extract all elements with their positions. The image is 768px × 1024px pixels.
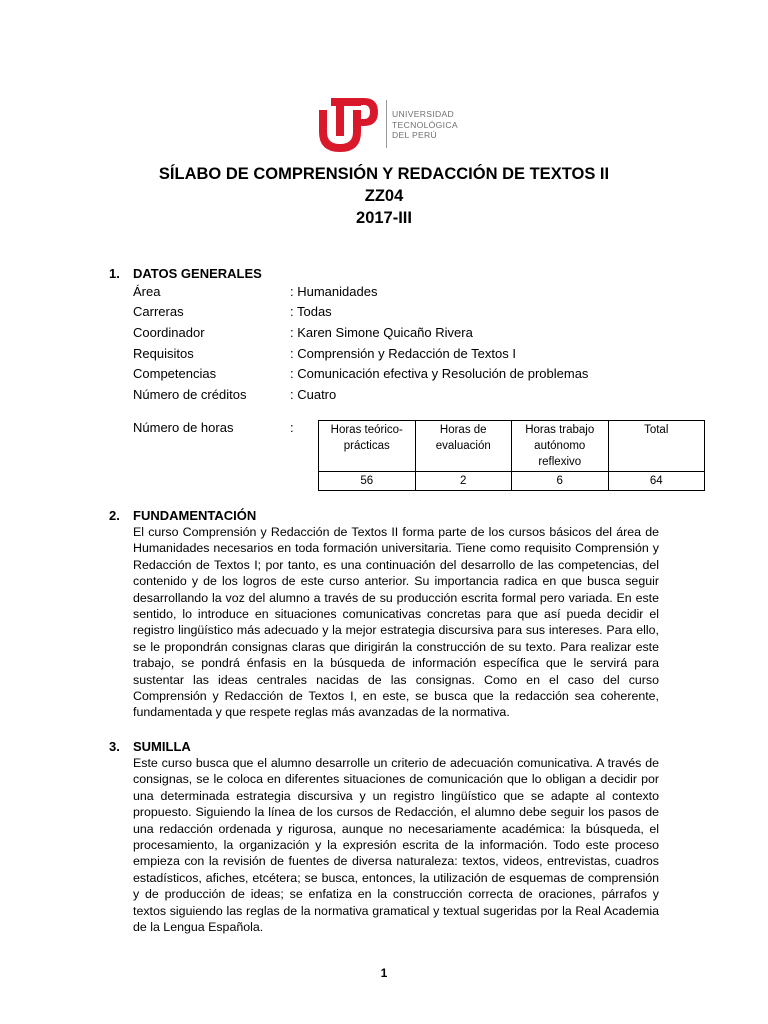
utp-logo-mark-icon — [316, 96, 380, 154]
university-logo — [316, 96, 476, 156]
datos-value: : Todas — [290, 304, 332, 319]
sumilla-paragraph: Este curso busca que el alumno desarrolle un criterio de adecuación comunicativa. A través de consignas, se le coloca en diferentes situaciones de comunicación que lo obligan a decidir por una determinada estrategia discursiva y un registro lingüístico que se adapte al contexto propuesto. Siguiendo la línea de los cursos de Redacción, el alumno debe seguir los pasos de una redacción ordenada y rigurosa, aunque no necesariamente académica: la búsqueda, el procesamiento, la organización y la expresión escrita de la información. Todo este proceso empieza con la revisión de fuentes de diversa naturaleza: textos, videos, entrevistas, cuadros estadísticos, afiches, etcétera; se busca, entonces, la utilización de esquemas de comprensión y de producción de ideas; se enfatiza en la construcción correcta de oraciones, párrafos y textos siguiendo las reglas de la normativa gramatical y textual sugeridas por la Real Academia de la Lengua Española. — [133, 756, 659, 935]
section-1-number: 1. — [109, 266, 120, 281]
logo-divider — [386, 100, 387, 148]
horas-colon: : — [290, 420, 294, 435]
document-title — [0, 163, 768, 229]
datos-label: Requisitos — [133, 346, 194, 361]
title-line-1: SÍLABO DE COMPRENSIÓN Y REDACCIÓN DE TEXTOS II — [158, 165, 610, 183]
datos-label: Área — [133, 284, 161, 299]
title-line-2: ZZ04 — [364, 187, 404, 205]
hours-value-cell: 2 — [415, 472, 512, 491]
datos-row-coordinador — [133, 325, 693, 341]
datos-row-carreras — [133, 304, 693, 320]
logo-line-1: UNIVERSIDAD — [392, 109, 455, 119]
hours-header-cell: Horas teórico-prácticas — [319, 421, 416, 472]
datos-value: : Comprensión y Redacción de Textos I — [290, 346, 516, 361]
hours-value-cell: 56 — [319, 472, 416, 491]
section-2-heading: FUNDAMENTACIÓN — [133, 508, 257, 523]
hours-value-cell: 64 — [608, 472, 705, 491]
datos-row-requisitos — [133, 346, 693, 362]
hours-table-header-row — [319, 421, 705, 472]
fundamentacion-paragraph: El curso Comprensión y Redacción de Textos II forma parte de los cursos básicos del área de Humanidades necesarios en toda formación universitaria. Tiene como requisito Comprensión y Redacción de Textos I; por tanto, es una continuación del desarrollo de las competencias, del contenido y de los logros de este curso anterior. Su importancia radica en que busca seguir desarrollando la voz del alumno a través de su producción escrita formal pero variada. En este sentido, lo introduce en situaciones comunicativas concretas para que así pueda decidir el registro lingüístico más adecuado y la mejor estrategia discursiva para sus intereses. Para ello, se le propondrán consignas claras que dirigirán la construcción de su texto. Para realizar este trabajo, se pondrá énfasis en la búsqueda de información específica que le servirá para sustentar las ideas centrales nacidas de las consignas. Como en el caso del curso Comprensión y Redacción de Textos I, en este, se busca que la redacción sea coherente, fundamentada y que respete reglas más avanzadas de la normativa. — [133, 525, 659, 720]
logo-text — [392, 109, 482, 141]
hours-table — [318, 420, 705, 491]
hours-header-cell: Total — [608, 421, 705, 472]
hours-header-cell: Horas de evaluación — [415, 421, 512, 472]
datos-value: : Karen Simone Quicaño Rivera — [290, 325, 473, 340]
horas-label: Número de horas — [133, 420, 234, 435]
datos-label: Competencias — [133, 366, 217, 381]
hours-table-values-row — [319, 472, 705, 491]
datos-label: Número de créditos — [133, 387, 247, 402]
datos-value: : Humanidades — [290, 284, 378, 299]
section-3-number: 3. — [109, 739, 120, 754]
logo-line-2: TECNOLÓGICA — [392, 119, 458, 130]
datos-value: : Comunicación efectiva y Resolución de problemas — [290, 366, 589, 381]
section-3-heading: SUMILLA — [133, 739, 191, 754]
datos-label: Coordinador — [133, 325, 205, 340]
datos-label: Carreras — [133, 304, 184, 319]
page-number: 1 — [380, 966, 388, 980]
hours-value-cell: 6 — [512, 472, 609, 491]
datos-row-creditos — [133, 387, 693, 403]
datos-value: : Cuatro — [290, 387, 337, 402]
title-line-3: 2017-III — [356, 209, 412, 227]
hours-header-cell: Horas trabajo autónomo reflexivo — [512, 421, 609, 472]
datos-row-competencias — [133, 366, 693, 382]
section-2-number: 2. — [109, 508, 120, 523]
section-1-heading: DATOS GENERALES — [133, 266, 262, 281]
logo-line-3: DEL PERÚ — [392, 130, 438, 141]
datos-row-area — [133, 284, 693, 300]
